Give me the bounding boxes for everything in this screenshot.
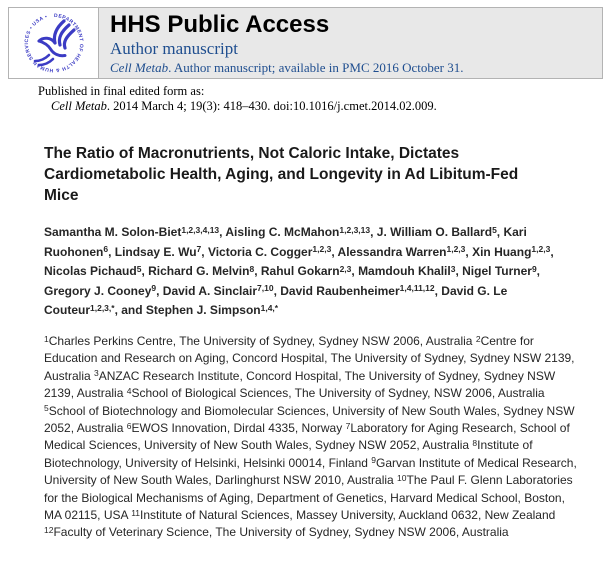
availability-rest[interactable]: . Author manuscript; available in PMC 2016 October 31.	[168, 60, 464, 75]
author-name: David G. Le Couteur	[44, 283, 508, 317]
author-affiliation-sup: 9	[531, 263, 537, 274]
author-affiliation-sup: 1,2,3	[446, 244, 466, 254]
affiliation-text: School of Biological Sciences, The University of Sydney, NSW 2006, Australia	[131, 386, 545, 401]
affiliation-text: Faculty of Veterinary Science, The University of Sydney, Sydney NSW 2006, Australia	[53, 525, 509, 540]
author-name: Aisling C. McMahon	[225, 225, 340, 239]
affiliation-sup: 5	[44, 403, 49, 414]
author-affiliation-sup: 1,4,*	[260, 302, 279, 313]
author-affiliation-sup: 8	[249, 263, 255, 274]
author-name: David A. Sinclair	[162, 283, 258, 298]
affiliation-text: Institute of Biotechnology, University of Helsinki, Helsinki 00014, Finland	[44, 438, 533, 470]
author-affiliation-sup: 1,2,3,4,13	[181, 224, 220, 235]
author-name: Lindsay E. Wu	[114, 244, 197, 259]
affiliation-sup: 8	[472, 437, 478, 448]
affiliation-text: Laboratory for Aging Research, School of Medical Sciences, University of New South Wales, Sydney NSW 2052, Australia	[44, 421, 570, 453]
eagle-icon	[35, 21, 74, 65]
author-name: Alessandra Warren	[337, 244, 447, 259]
affiliation-sup: 6	[126, 420, 132, 431]
affiliation-text: Centre for Education and Research on Aging, Concord Hospital, The University of Sydney, Sydney NSW 2139, Australia	[44, 334, 575, 383]
author-affiliation-sup: 1,2,3,13	[339, 224, 371, 235]
hhs-eagle-logo	[22, 11, 86, 75]
citation-journal-name: Cell Metab	[51, 99, 107, 113]
affiliation-text: EWOS Innovation, Dirdal 4335, Norway	[131, 421, 343, 436]
affiliation-text: Garvan Institute of Medical Research, University of New South Wales, Darlinghurst NSW 2010, Australia	[44, 455, 577, 488]
author-affiliation-sup: 1,2,3,*	[90, 302, 115, 313]
affiliation-sup: 12	[44, 524, 54, 535]
author-name: Rahul Gokarn	[260, 264, 340, 278]
author-affiliation-sup: 5	[492, 224, 497, 235]
masthead-title: HHS Public Access	[110, 11, 330, 38]
author-affiliation-sup: 2,3	[339, 263, 352, 274]
author-name: Richard G. Melvin	[148, 264, 250, 278]
author-name: Xin Huang	[472, 244, 532, 259]
affiliation-sup: 7	[345, 420, 351, 431]
affiliation-text: The Paul F. Glenn Laboratories for the Biological Mechanisms of Aging, Department of Genetics, Harvard Medical School, Boston, MA 02115, USA	[44, 473, 573, 523]
author-affiliation-sup: 1,2,3	[531, 244, 551, 254]
affiliation-sup: 1	[44, 333, 49, 344]
article-title: The Ratio of Macronutrients, Not Caloric Intake, Dictates Cardiometabolic Health, Aging, and Longevity in Ad Libitum-Fed Mice	[44, 145, 519, 204]
author-affiliation-sup: 3	[450, 263, 456, 274]
affiliation-sup: 11	[131, 507, 141, 518]
affiliation-sup: 4	[126, 385, 132, 396]
author-name: Nicolas Pichaud	[44, 264, 137, 278]
author-name: Samantha M. Solon-Biet	[44, 225, 182, 239]
author-name: Nigel Turner	[462, 264, 532, 278]
author-affiliation-sup: 6	[103, 244, 109, 254]
affiliation-text: Charles Perkins Centre, The University of Sydney, Sydney NSW 2006, Australia	[48, 334, 473, 348]
author-affiliation-sup: 7	[196, 244, 202, 254]
author-affiliation-sup: 9	[151, 283, 157, 293]
author-affiliation-sup: 5	[136, 263, 142, 274]
hhs-logo-cell	[9, 8, 99, 78]
author-affiliation-sup: 7,10	[257, 283, 274, 293]
author-list: Samantha M. Solon-Biet$^{1,2,3,4,13}$, Aisling C. McMahon$^{1,2,3,13}$, J. William O. Ballard$^5$, Kari Ruohonen$^6$, Lindsay E. Wu$^7$, Victoria C. Cogger$^{1,2,3}$, Alessandra Warren$^{1,2,3}$, Xin Huang$^{1,2,3}$, Nicolas Pichaud$^5$, Richard G. Melvin$^8$, Rahul Gokarn$^{2,3}$, Mamdouh Khalil$^3$, Nigel Turner$^9$, Gregory J. Cooney$^9$, David A. Sinclair$^{7,10}$, David Raubenheimer$^{1,4,11,12}$, David G. Le Couteur$^{1,2,3,*}$, and Stephen J. Simpson$^{1,4,*}$	[44, 224, 554, 317]
author-name: Victoria C. Cogger	[207, 244, 313, 259]
journal-name[interactable]: Cell Metab	[110, 60, 169, 75]
affiliation-sup: 3	[94, 368, 99, 379]
author-name: Gregory J. Cooney	[44, 283, 152, 298]
published-in-line: Published in final edited form as:	[38, 84, 205, 98]
citation-rest: . 2014 March 4; 19(3): 418–430. doi:10.1016/j.cmet.2014.02.009.	[106, 99, 437, 113]
affiliation-text: Institute of Natural Sciences, Massey University, Auckland 0632, New Zealand	[140, 508, 556, 523]
affiliation-sup: 2	[475, 333, 481, 344]
author-affiliation-sup: 1,4,11,12	[399, 283, 435, 293]
affiliation-text: School of Biotechnology and Biomolecular Sciences, University of New South Wales, Sydney NSW 2052, Australia	[44, 403, 575, 436]
affiliation-list	[44, 333, 585, 542]
author-affiliation-sup: 1,2,3	[312, 244, 332, 254]
author-name: J. William O. Ballard	[376, 225, 493, 239]
affiliation-sup: 9	[371, 455, 377, 466]
author-name: David Raubenheimer	[280, 283, 400, 298]
hhs-masthead	[8, 7, 603, 79]
author-manuscript-link[interactable]: Author manuscript	[110, 39, 238, 58]
affiliation-text: ANZAC Research Institute, Concord Hospital, The University of Sydney, Sydney NSW 2139, Australia	[44, 368, 556, 401]
availability-line[interactable]	[110, 60, 463, 76]
author-name: Kari Ruohonen	[44, 225, 527, 259]
logo-ring-text: DEPARTMENT OF HEALTH & HUMAN SERVICES • USA •	[23, 12, 84, 74]
citation-line	[51, 99, 437, 114]
author-name: Mamdouh Khalil	[358, 264, 451, 278]
affiliation-sup: 10	[397, 472, 407, 483]
author-name: Stephen J. Simpson	[145, 303, 261, 317]
masthead-text	[99, 8, 463, 78]
